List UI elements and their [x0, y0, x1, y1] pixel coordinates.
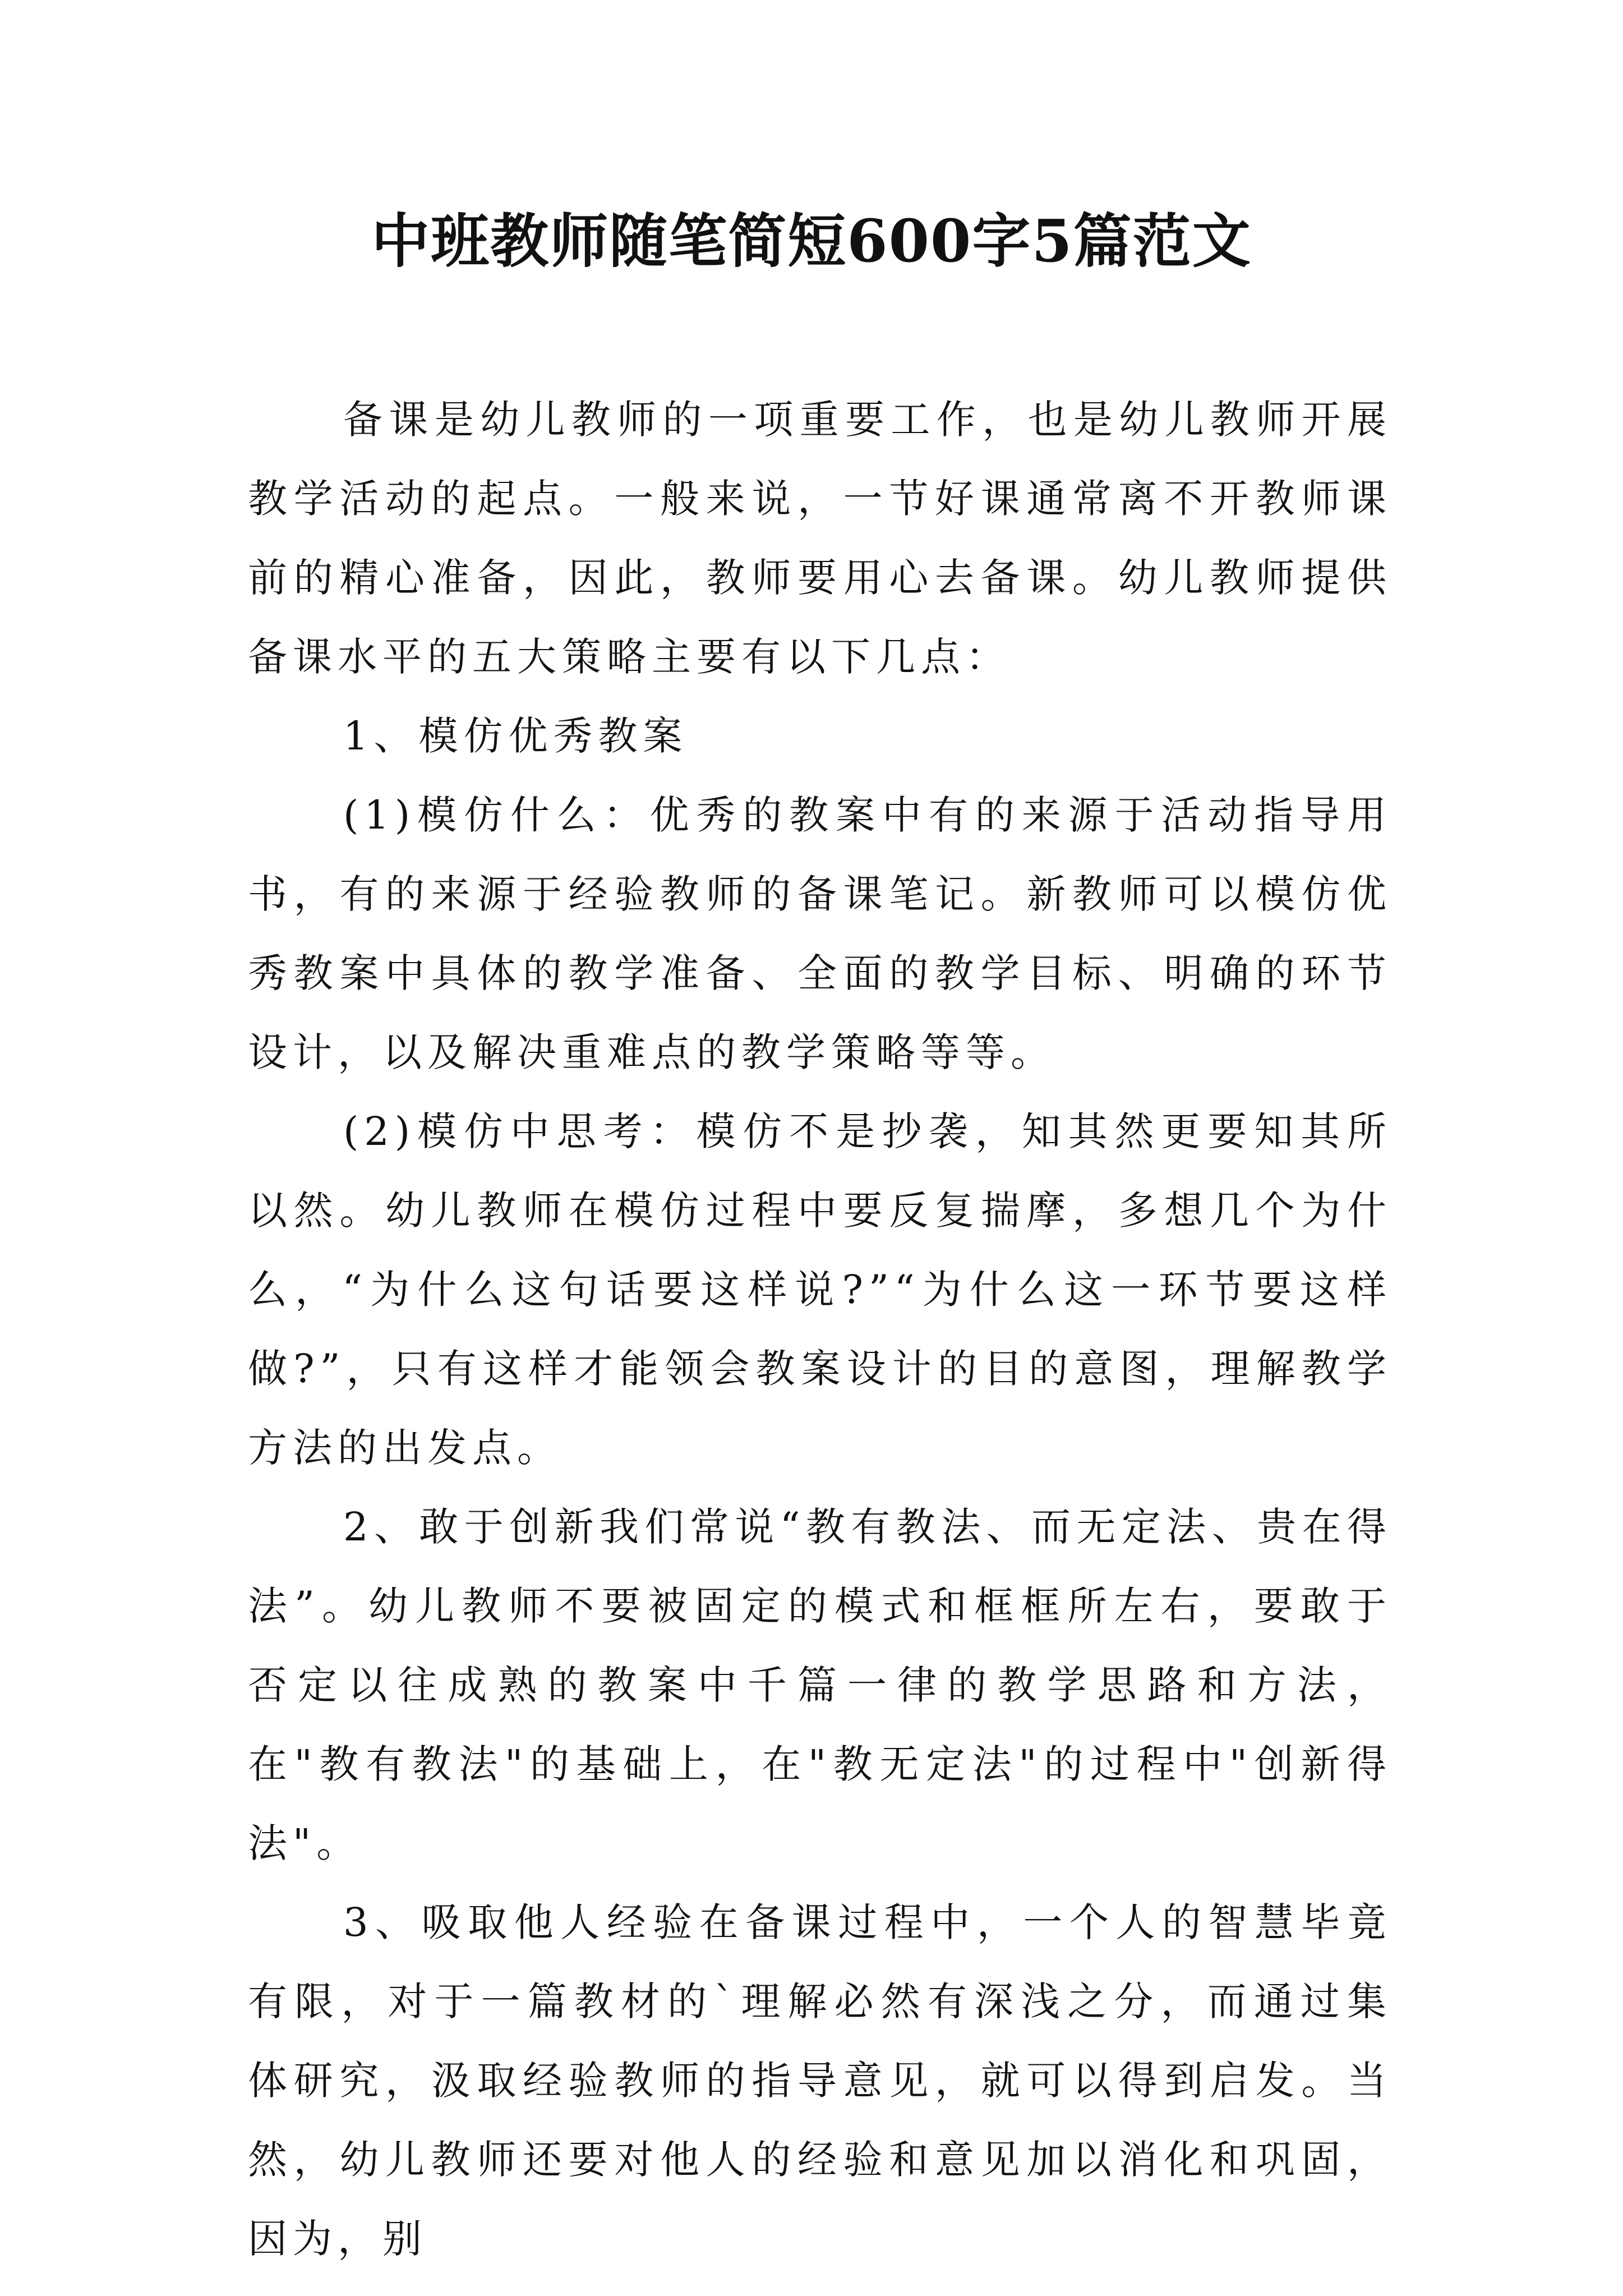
paragraph-heading-1: 1、模仿优秀教案 [343, 713, 688, 759]
paragraph-imitate-think: (2)模仿中思考：模仿不是抄袭，知其然更要知其所以然。幼儿教师在模仿过程中要反复揣摩，多想几个为什么，“为什么这句话要这样说?”“为什么这一环节要这样做?”，只有这样才能领会教案设计的目的意图，理解教学方法的出发点。 [248, 1108, 1392, 1471]
document-title: 中班教师随笔简短600字5篇范文 [371, 206, 1252, 275]
document-body [248, 380, 1392, 2279]
paragraph-imitate-what: (1)模仿什么：优秀的教案中有的来源于活动指导用书，有的来源于经验教师的备课笔记。新教师可以模仿优秀教案中具体的教学准备、全面的教学目标、明确的环节设计，以及解决重难点的教学策略等等。 [248, 792, 1392, 1075]
paragraph-intro: 备课是幼儿教师的一项重要工作，也是幼儿教师开展教学活动的起点。一般来说，一节好课通常离不开教师课前的精心准备，因此，教师要用心去备课。幼儿教师提供备课水平的五大策略主要有以下几点： [248, 397, 1392, 680]
paragraph-learn-experience: 3、吸取他人经验在备课过程中，一个人的智慧毕竟有限，对于一篇教材的`理解必然有深浅之分，而通过集体研究，汲取经验教师的指导意见，就可以得到启发。当然，幼儿教师还要对他人的经验和意见加以消化和巩固，因为，别 [248, 1899, 1392, 2262]
paragraph-innovate: 2、敢于创新我们常说“教有教法、而无定法、贵在得法”。幼儿教师不要被固定的模式和框框所左右，要敢于否定以往成熟的教案中千篇一律的教学思路和方法，在"教有教法"的基础上，在"教无定法"的过程中"创新得法"。 [248, 1504, 1392, 1866]
